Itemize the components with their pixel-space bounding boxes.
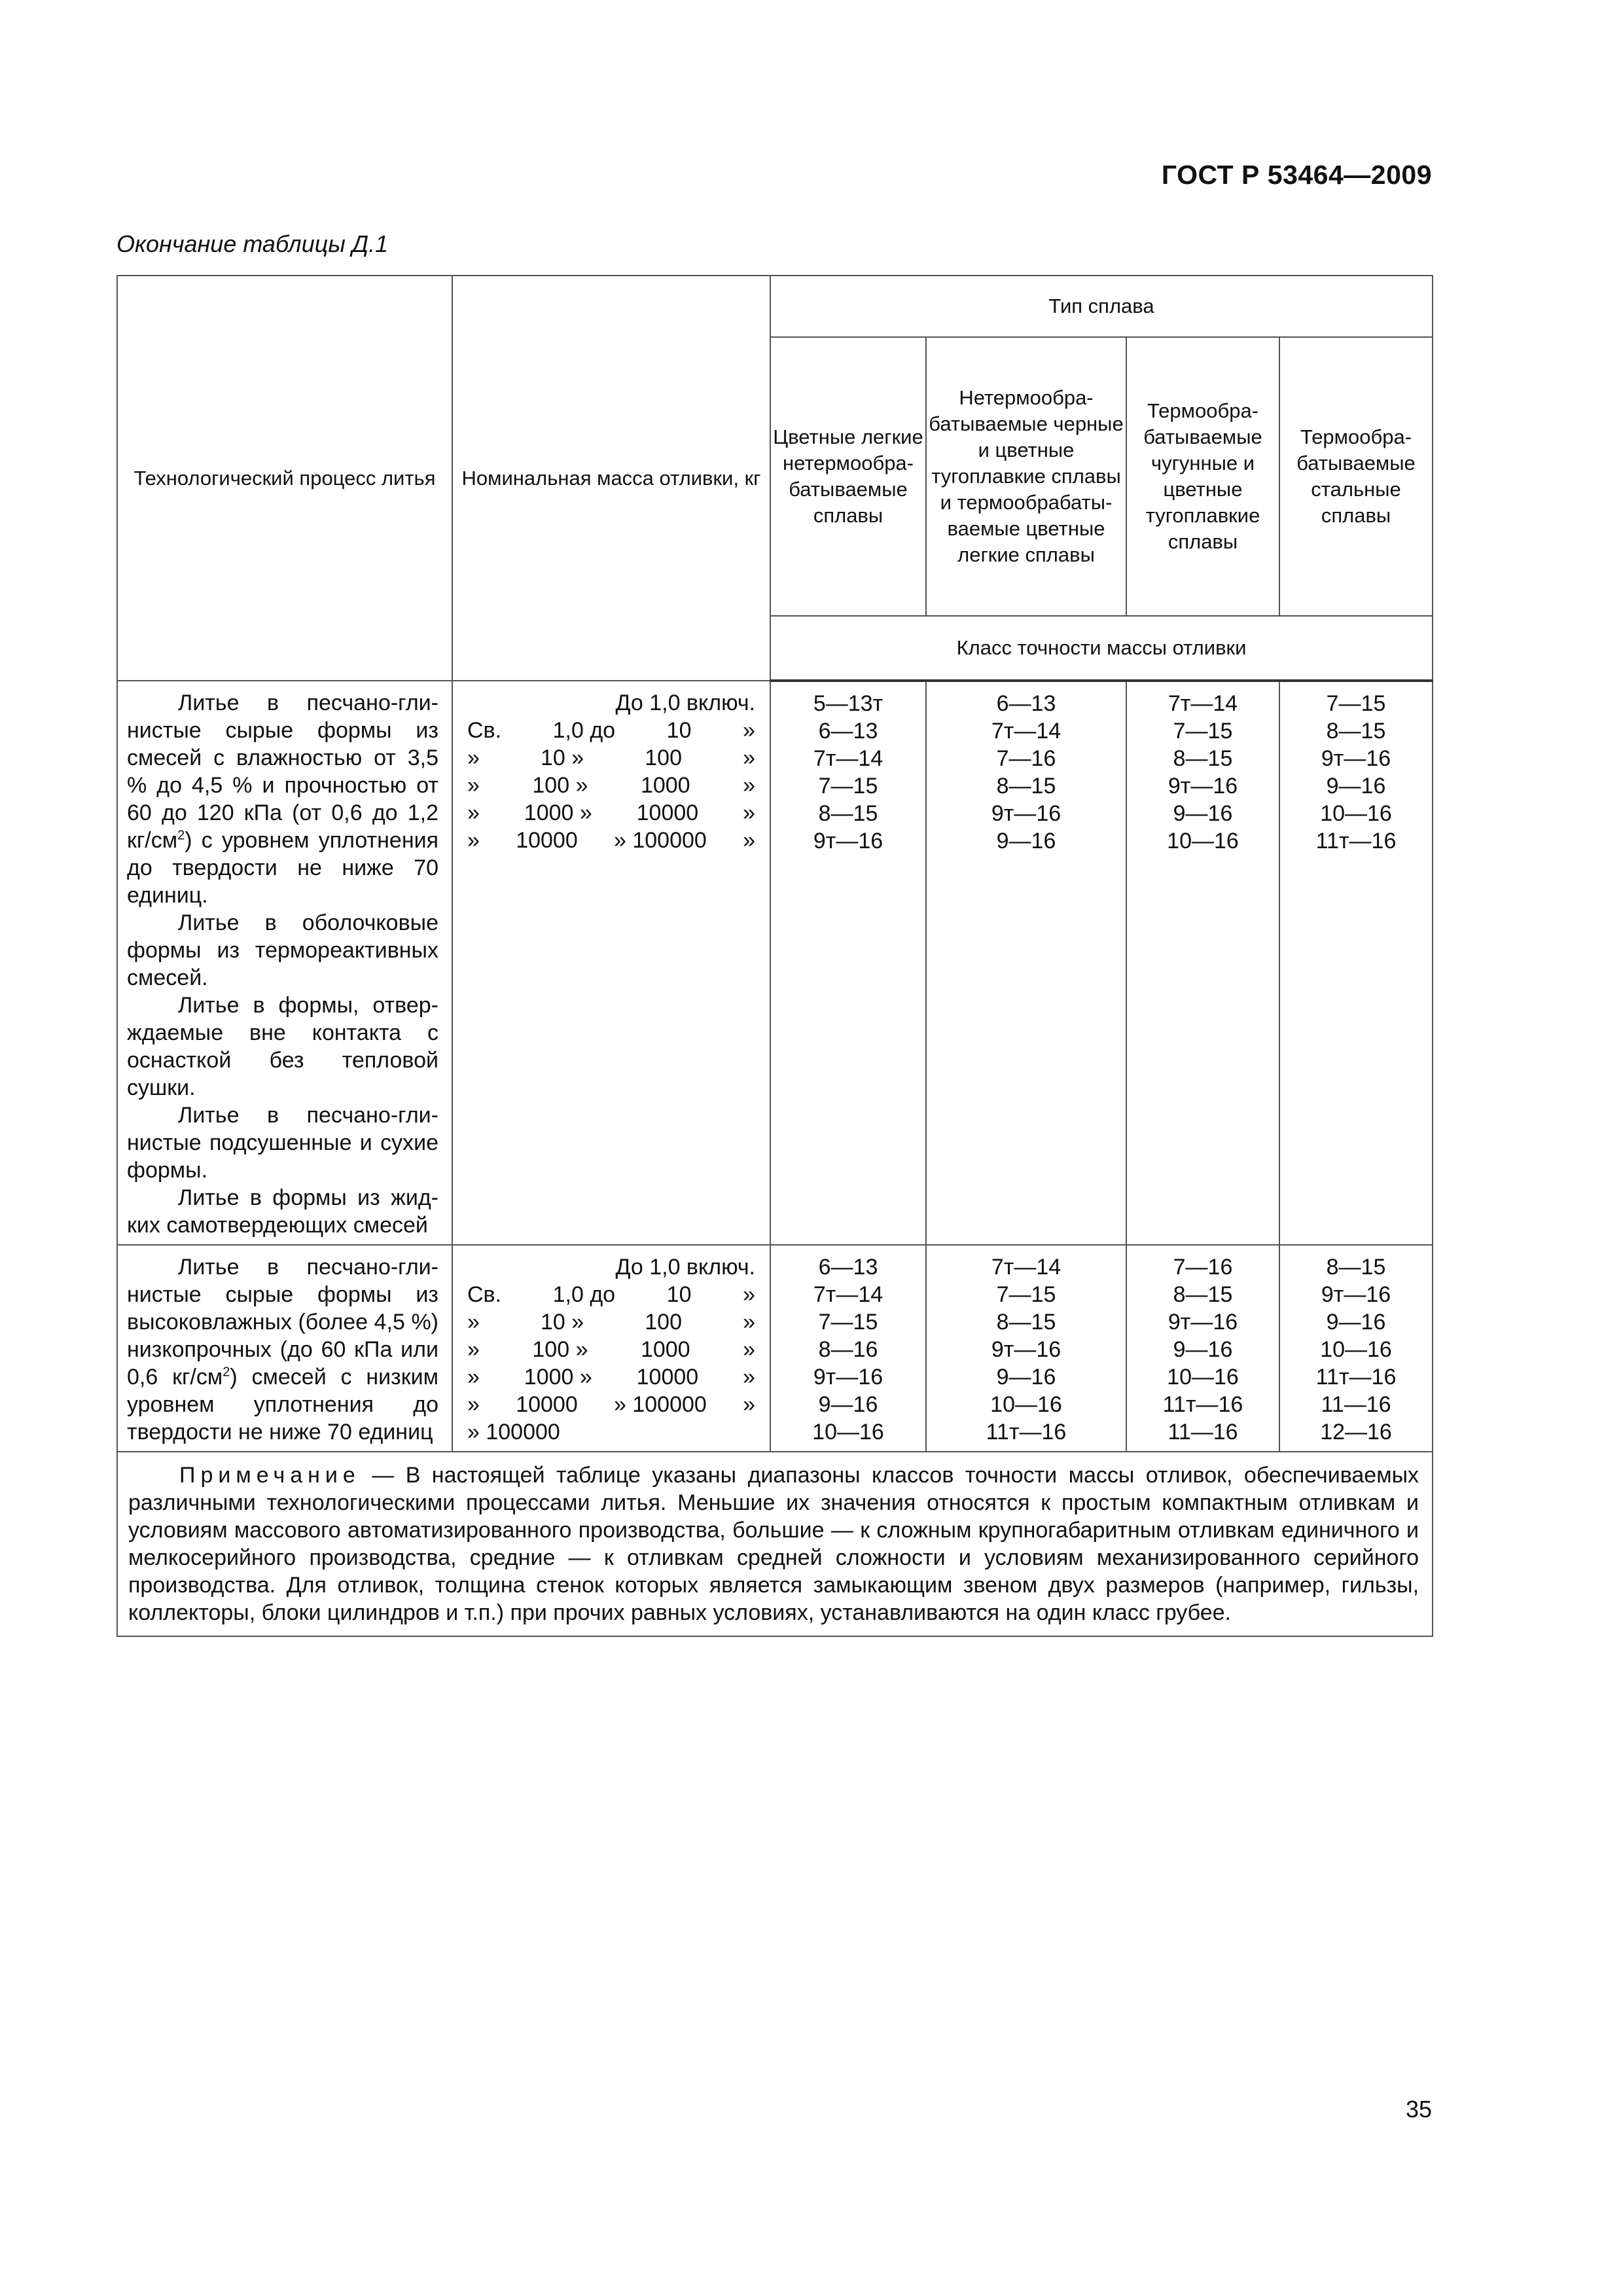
header-alloy-type: Тип сплава	[770, 276, 1433, 337]
superscript: 2	[223, 1365, 230, 1380]
class-value: 7—15	[1173, 719, 1233, 744]
mass-part: »	[743, 828, 755, 853]
process-cell	[117, 1245, 452, 1452]
process-text: Литье в оболочковые формы из термореактивных смесей.	[127, 910, 438, 990]
class-value: 10—16	[990, 1392, 1062, 1417]
process-cell	[117, 681, 452, 1245]
mass-part: »	[743, 800, 755, 825]
note-label: Примечание	[179, 1463, 361, 1488]
mass-part: 10 »	[541, 745, 584, 770]
mass-part: 10	[666, 718, 692, 743]
class-value: 7—15	[996, 1282, 1056, 1307]
mass-part: »	[743, 745, 755, 770]
mass-part: 10000	[636, 1365, 699, 1390]
class-value: 7т—14	[991, 1255, 1061, 1280]
class-value: 7—15	[818, 1310, 878, 1335]
class-value: 11т—16	[1162, 1392, 1243, 1417]
mass-part: »	[467, 1337, 480, 1362]
header-mass: Номинальная масса отливки, кг	[452, 276, 770, 681]
class-value: 11т—16	[986, 1420, 1067, 1444]
mass-part: 10	[666, 1282, 692, 1307]
document-code: ГОСТ Р 53464—2009	[1161, 160, 1432, 190]
mass-part: 100	[645, 745, 682, 770]
class-value: 9—16	[996, 829, 1056, 853]
values-col-1	[770, 1245, 926, 1452]
mass-part: 1000 »	[524, 800, 592, 825]
class-value: 11—16	[1168, 1420, 1238, 1444]
class-value: 8—15	[1326, 1255, 1386, 1280]
superscript: 2	[177, 828, 185, 843]
mass-part: »	[743, 718, 755, 743]
header-alloy-4: Термообра-батываемые стальные сплавы	[1279, 337, 1433, 616]
class-value: 9—16	[996, 1365, 1056, 1390]
mass-part: 100 »	[532, 773, 588, 798]
table-row	[117, 681, 1433, 1245]
mass-part: Св.	[467, 718, 502, 743]
mass-part: 10000	[516, 1392, 578, 1417]
class-value: 9—16	[1173, 801, 1233, 826]
mass-part: 10000	[636, 800, 699, 825]
class-value: 7т—14	[813, 746, 883, 771]
class-value: 8—15	[1173, 1282, 1233, 1307]
mass-part: 1000	[640, 773, 690, 798]
mass-part: 10 »	[541, 1310, 584, 1335]
class-value: 7—15	[1326, 691, 1386, 716]
mass-part: 1000	[640, 1337, 690, 1362]
mass-part: »	[467, 773, 480, 798]
class-value: 8—15	[1326, 719, 1386, 744]
mass-cell	[452, 681, 770, 1245]
class-value: 10—16	[1320, 1337, 1392, 1362]
table-note	[117, 1452, 1433, 1636]
class-value: 9т—16	[1168, 774, 1238, 798]
class-value: 7т—14	[1168, 691, 1238, 716]
class-value: 9т—16	[991, 1337, 1061, 1362]
class-value: 5—13т	[813, 691, 883, 716]
process-text: ) с уровнем уплотнения до твердости не ниже 70 единиц.	[127, 828, 438, 908]
class-value: 8—16	[818, 1337, 878, 1362]
mass-part: »	[467, 828, 480, 853]
class-value: 8—15	[996, 1310, 1056, 1335]
mass-part: 1,0 до	[552, 718, 616, 743]
mass-part: 10000	[516, 828, 578, 853]
accuracy-class-table	[116, 275, 1433, 1637]
process-text: ) смесей с низким уровнем уплотнения до твердости не ниже 70 единиц	[127, 1365, 438, 1444]
mass-part: » 100000	[614, 828, 707, 853]
class-value: 9—16	[1326, 774, 1386, 798]
process-text: Литье в формы, отверждаемые вне контакта с оснасткой без тепловой сушки.	[127, 993, 438, 1100]
class-value: 9—16	[1173, 1337, 1233, 1362]
class-value: 9т—16	[813, 829, 883, 853]
class-value: 9т—16	[813, 1365, 883, 1390]
class-value: 7—15	[818, 774, 878, 798]
table-caption: Окончание таблицы Д.1	[116, 230, 389, 257]
mass-cell	[452, 1245, 770, 1452]
class-value: 9т—16	[991, 801, 1061, 826]
class-value: 11—16	[1321, 1392, 1391, 1417]
process-text: Литье в песчано-глинистые подсушенные и сухие формы.	[127, 1103, 438, 1183]
page-number: 35	[1405, 2096, 1432, 2123]
class-value: 7т—14	[991, 719, 1061, 744]
mass-part: »	[467, 1310, 480, 1335]
mass-part: »	[467, 800, 480, 825]
class-value: 9т—16	[1321, 1282, 1391, 1307]
mass-part: »	[743, 1337, 755, 1362]
header-alloy-2: Нетермообра-батываемые черные и цветные тугоплавкие сплавы и термообрабаты-ваемые цветные легкие сплавы	[926, 337, 1126, 616]
mass-part: 100 »	[532, 1337, 588, 1362]
mass-part: 1000 »	[524, 1365, 592, 1390]
header-alloy-1: Цветные легкие нетермообра-батываемые сплавы	[770, 337, 926, 616]
class-value: 9—16	[818, 1392, 878, 1417]
values-col-4	[1279, 1245, 1433, 1452]
values-col-3	[1126, 1245, 1279, 1452]
class-value: 12—16	[1320, 1420, 1392, 1444]
note-text: — В настоящей таблице указаны диапазоны классов точности массы отливок, обеспечиваемых различными технологическими процессами литья. Меньшие их значения относятся к простым компактным отливкам и условиям массового автоматизированного производства, большие — к сложным крупногабаритным отливкам единичного и мелкосерийного производства, средние — к отливкам средней сложности и условиям механизированного серийного производства. Для отливок, толщина стенок которых является замыкающим звеном двух размеров (например, гильзы, коллекторы, блоки цилиндров и т.п.) при прочих равных условиях, устанавливаются на один класс грубее.	[128, 1463, 1419, 1625]
mass-part: »	[743, 1282, 755, 1307]
mass-part: »	[743, 1365, 755, 1390]
mass-part: »	[743, 773, 755, 798]
header-accuracy-class: Класс точности массы отливки	[770, 616, 1433, 681]
values-col-2	[926, 681, 1126, 1245]
mass-part: »	[743, 1392, 755, 1417]
class-value: 10—16	[1320, 801, 1392, 826]
class-value: 6—13	[818, 1255, 878, 1280]
mass-part: Св.	[467, 1282, 502, 1307]
class-value: 7—16	[1173, 1255, 1233, 1280]
class-value: 9т—16	[1321, 746, 1391, 771]
class-value: 6—13	[818, 719, 878, 744]
class-value: 9т—16	[1168, 1310, 1238, 1335]
mass-part: »	[467, 1365, 480, 1390]
process-text: Литье в песчано-глинистые сырые формы из смесей с влажностью от 3,5 % до 4,5 % и прочностью от 60 до 120 кПа (от 0,6 до 1,2 кг/см	[127, 691, 438, 853]
mass-part: »	[467, 1392, 480, 1417]
process-text: Литье в формы из жидких самотвердеющих смесей	[127, 1185, 438, 1238]
header-alloy-3: Термообра-батываемые чугунные и цветные тугоплавкие сплавы	[1126, 337, 1279, 616]
mass-part: 1,0 до	[552, 1282, 616, 1307]
values-col-3	[1126, 681, 1279, 1245]
class-value: 7т—14	[813, 1282, 883, 1307]
class-value: 10—16	[1167, 829, 1239, 853]
class-value: 8—15	[1173, 746, 1233, 771]
class-value: 6—13	[996, 691, 1056, 716]
class-value: 9—16	[1326, 1310, 1386, 1335]
class-value: 7—16	[996, 746, 1056, 771]
class-value: 11т—16	[1315, 829, 1397, 853]
mass-part: »	[467, 745, 480, 770]
values-col-2	[926, 1245, 1126, 1452]
process-text: Литье в песчано-глинистые сырые формы из высоковлажных (более 4,5 %) низкопрочных (до 60 кПа или 0,6 кг/см	[127, 1255, 438, 1390]
mass-part: »	[743, 1310, 755, 1335]
class-value: 8—15	[818, 801, 878, 826]
header-process: Технологический процесс литья	[117, 276, 452, 681]
mass-part: » 100000	[614, 1392, 707, 1417]
class-value: 10—16	[1167, 1365, 1239, 1390]
class-value: 10—16	[812, 1420, 884, 1444]
mass-part: » 100000	[467, 1420, 560, 1444]
values-col-1	[770, 681, 926, 1245]
class-value: 8—15	[996, 774, 1056, 798]
mass-part: 100	[645, 1310, 682, 1335]
class-value: 11т—16	[1315, 1365, 1397, 1390]
mass-range: До 1,0 включ.	[615, 691, 755, 715]
values-col-4	[1279, 681, 1433, 1245]
table-row	[117, 1245, 1433, 1452]
mass-range: До 1,0 включ.	[615, 1255, 755, 1280]
